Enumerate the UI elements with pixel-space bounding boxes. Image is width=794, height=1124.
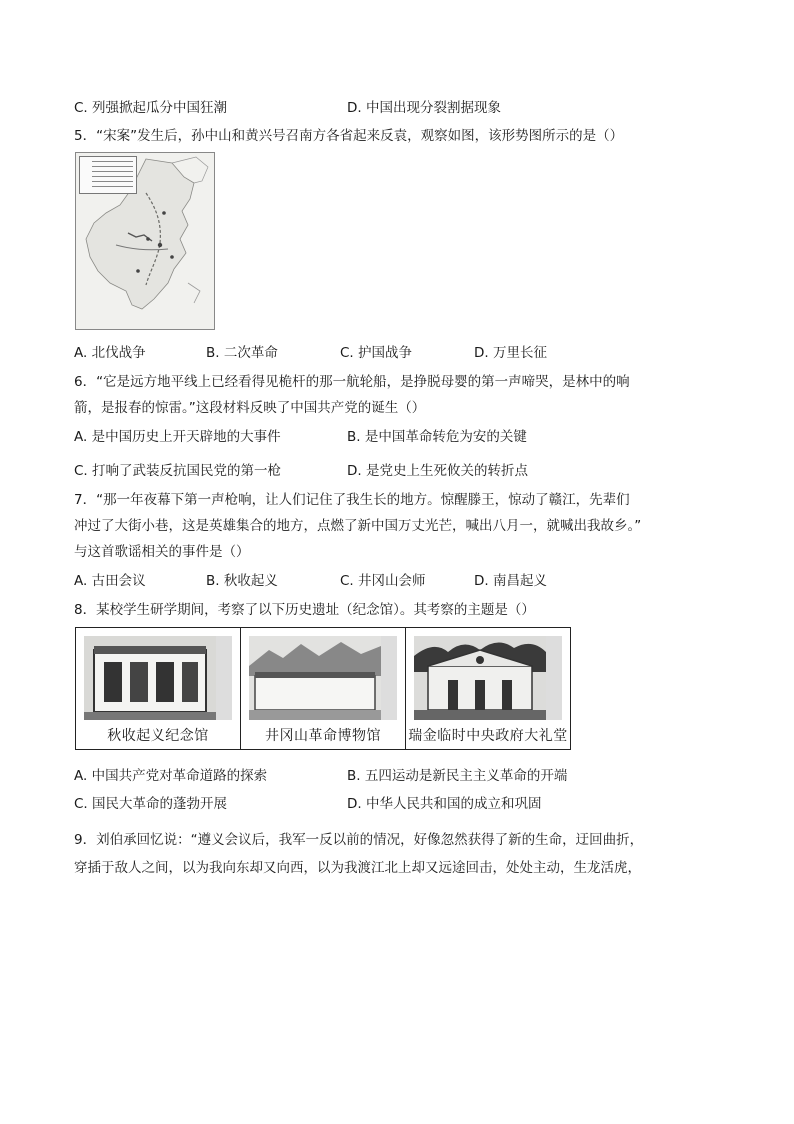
photo-cell-ruijin bbox=[406, 628, 570, 749]
autumn-harvest-memorial-photo bbox=[84, 636, 232, 720]
photo-cell-jinggangshan bbox=[241, 628, 406, 749]
q7-stem-line-2: 冲过了大街小巷，这是英雄集合的地方，点燃了新中国万丈光芒，喊出八月一，就喊出我故乡。” bbox=[74, 518, 642, 534]
q7-option-c: C. 井冈山会师 bbox=[340, 573, 426, 589]
q8-option-a: A. 中国共产党对革命道路的探索 bbox=[74, 768, 268, 784]
q8-option-c: C. 国民大革命的蓬勃开展 bbox=[74, 796, 228, 812]
q6-option-a: A. 是中国历史上开天辟地的大事件 bbox=[74, 429, 281, 445]
q9-stem-line-1: 9．刘伯承回忆说：“遵义会议后，我军一反以前的情况，好像忽然获得了新的生命，迂回曲折， bbox=[74, 832, 644, 848]
q6-option-d: D. 是党史上生死攸关的转折点 bbox=[347, 463, 528, 479]
ruijin-auditorium-photo bbox=[414, 636, 562, 720]
photo-caption-2: 井冈山革命博物馆 bbox=[265, 728, 381, 744]
q7-stem-line-1: 7．“那一年夜幕下第一声枪响，让人们记住了我生长的地方。惊醒滕王，惊动了赣江，先辈们 bbox=[74, 492, 630, 508]
q5-option-a: A. 北伐战争 bbox=[74, 345, 146, 361]
memorial-photo-table bbox=[75, 627, 571, 750]
q5-option-d: D. 万里长征 bbox=[474, 345, 547, 361]
q8-option-b: B. 五四运动是新民主主义革命的开端 bbox=[347, 768, 568, 784]
q7-option-b: B. 秋收起义 bbox=[206, 573, 278, 589]
q8-option-d: D. 中华人民共和国的成立和巩固 bbox=[347, 796, 542, 812]
q5-option-b: B. 二次革命 bbox=[206, 345, 278, 361]
q6-stem-line-1: 6．“它是远方地平线上已经看得见桅杆的那一航轮船，是挣脱母婴的第一声啼哭，是林中的响 bbox=[74, 374, 630, 390]
q8-stem: 8．某校学生研学期间，考察了以下历史遗址（纪念馆）。其考察的主题是（） bbox=[74, 602, 535, 618]
photo-caption-3: 瑞金临时中央政府大礼堂 bbox=[408, 728, 568, 744]
q6-option-b: B. 是中国革命转危为安的关键 bbox=[347, 429, 527, 445]
q6-stem-line-2: 箭，是报春的惊雷。”这段材料反映了中国共产党的诞生（） bbox=[74, 400, 426, 416]
jinggangshan-museum-photo bbox=[249, 636, 397, 720]
q4-option-d: D. 中国出现分裂割据现象 bbox=[347, 100, 501, 116]
situation-map-figure bbox=[75, 152, 215, 330]
q9-stem-line-2: 穿插于敌人之间，以为我向东却又向西，以为我渡江北上却又远途回击，处处主动，生龙活虎， bbox=[74, 860, 641, 876]
q7-option-d: D. 南昌起义 bbox=[474, 573, 547, 589]
q7-option-a: A. 古田会议 bbox=[74, 573, 146, 589]
q4-option-c: C. 列强掀起瓜分中国狂潮 bbox=[74, 100, 228, 116]
q6-option-c: C. 打响了武装反抗国民党的第一枪 bbox=[74, 463, 282, 479]
q7-stem-line-3: 与这首歌谣相关的事件是（） bbox=[74, 544, 250, 560]
q5-option-c: C. 护国战争 bbox=[340, 345, 413, 361]
q5-stem: 5．“宋案”发生后，孙中山和黄兴号召南方各省起来反袁，观察如图，该形势图所示的是（） bbox=[74, 128, 624, 144]
map-legend bbox=[79, 156, 137, 194]
photo-cell-autumn-harvest bbox=[76, 628, 241, 749]
photo-caption-1: 秋收起义纪念馆 bbox=[107, 728, 209, 744]
